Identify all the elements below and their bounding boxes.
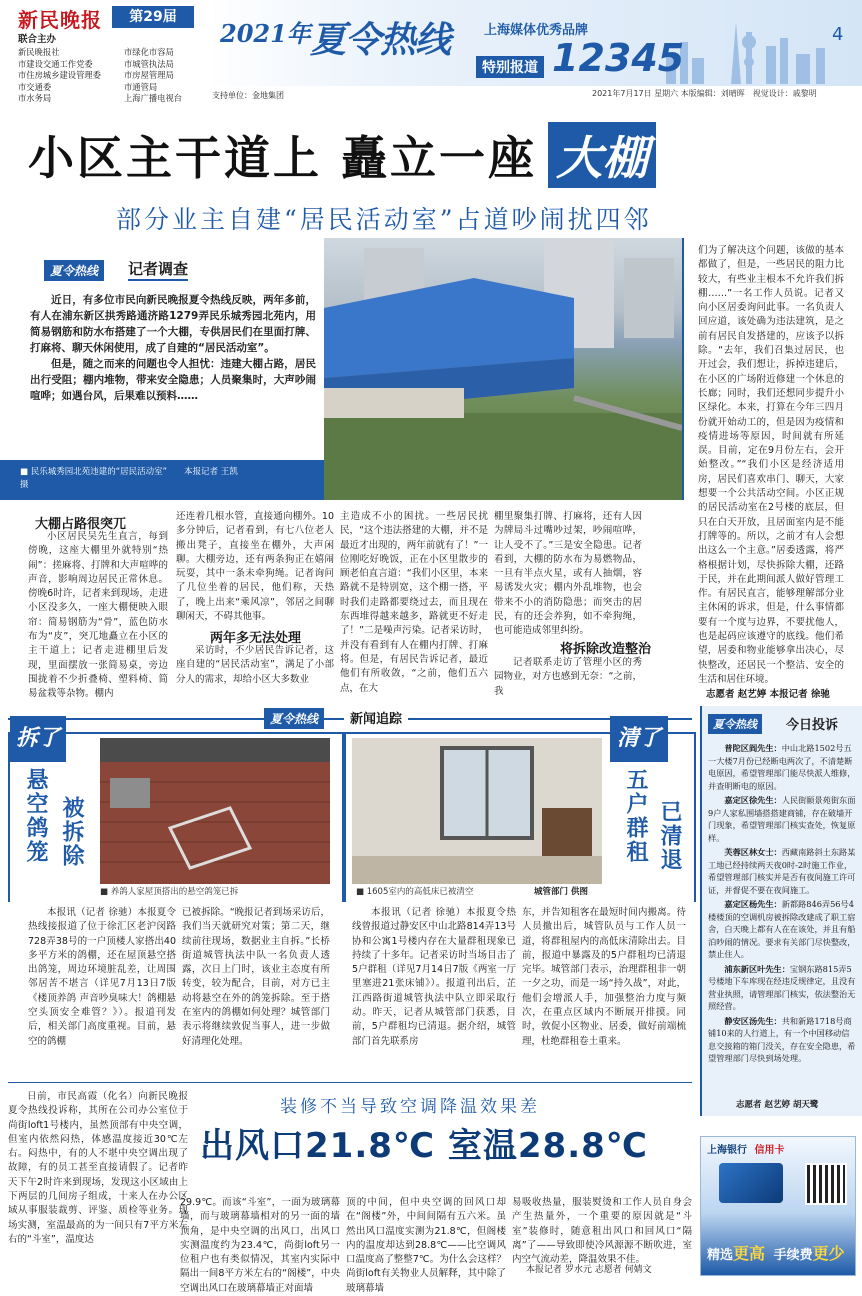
complaint-item [708,794,856,844]
article-col-2b [176,644,334,700]
followup-left-col-1 [28,906,176,1078]
section-label: 记者调查 [128,258,188,281]
article-col-1-text: 小区居民吴先生直言，每到傍晚，这座大棚里外就特别“热闹”：搓麻将、打牌和大声喧哗的声音，影响周边居民正常休息。傍晚6时许，记者来到现场，走进小区没多久，一座大棚便映入眼帘：简易钢筋为“骨”，蓝色防水布为“皮”，突兀地矗立在小区的主干道上；记者走进棚里后发现，里面摆放一张简易桌，旁边围拢着不少折叠椅、塑料椅、简易盆栽等杂物。棚内 [28,531,168,700]
pigeon-caption: ■ 养鸽人家屋顶搭出的悬空鸽笼已拆 [100,887,239,897]
complaint-text: 新都路846弄56号4楼楼顶的空调机房被拆除改建成了职工宿舍，白天晚上都有人在在该处，并且有船泊吵闹的情况。要求有关部门尽快整改，禁止住人。 [708,899,856,959]
article-col-4 [494,510,642,637]
article-byline: 志愿者 赵艺婷 本报记者 徐驰 [706,689,830,700]
followup-right-title-b: 已清退 [657,800,682,872]
slogan-d: 更少 [812,1244,845,1263]
ac-col-2-text: 29.9℃。而该“斗室”，一面为玻璃幕墙，而与玻璃幕墙相对的另一面的墙顶角，是中央空调的出风口，出风口实测温度约为23.4℃，尚街loft另一位租户也有类似情况，其室内实际中隔出一间8平方米左右的“阁楼”，中央空调出风口在玻璃幕墙正对面墙 [180,1197,340,1294]
credit-card-icon [719,1163,783,1203]
ac-col-4-text: 易吸收热量，服装熨烫和工作人员自身会产生热量外，一个重要的原因就是“斗室”装修时，随意租出风口和回风口“隔离”了——导致即使冷风源源不断吹进，室内空气流动差，降温效果不佳。 [512,1197,692,1266]
subhead-3: 将拆除改造整治 [560,642,652,657]
ac-divider [8,1082,692,1083]
sponsor: 市住房城乡建设管理委 [18,70,101,80]
page-headline [28,122,838,184]
complaints-panel [700,706,862,1116]
masthead [0,0,862,103]
followup-right-text-a: 本报讯（记者 徐驰）本报夏令热线曾报道过静安区中山北路814弄13号协和公寓1号楼内存在大量群租现象已持续了十多年。记者采访时当场目击了5户群租（详见7月14日7版《两室一厅里塞进21张床铺》）。报道刊出后，芷江西路街道城管执法中队立即采取行动。昨天，记者从城管部门获悉，目前，5户群租均已清退。据介绍，城管部门首先联系房 [352,907,516,1047]
qr-code-icon [805,1163,847,1205]
slogan-a: 精选 [707,1248,734,1263]
sponsor: 新民晚报社 [18,47,60,57]
article-col-2a-text: 还连着几根水管，直接通向棚外。10多分钟后，记者看到，有七八位老人搬出凳子，直接坐在棚外，大声闲聊。大棚旁边，还有两条狗正在嬉闹玩耍，其中一条未牵狗绳。记者询问了几位坐着的居民，他们称，天热了，晚上出来“乘风凉”，邻居之间聊聊闲天，不碍其他事。 [176,511,334,623]
sponsor: 上海广播电视台 [124,93,183,103]
lead: 近日，有多位市民向新民晚报夏令热线反映，两年多前，有人在浦东新区拱秀路通济路1279弄民乐城秀园北苑内，用简易钢筋和防水布搭建了一个大棚，专供居民们在里面打牌、打麻将、聊天休闲使用，成了自建的“居民活动室”。 [30,294,316,354]
complaint-item [708,742,856,792]
complaints-list [708,742,856,1094]
room-photo [352,738,602,884]
article-col-4b-text: 记者联系走访了管理小区的秀园物业，对方也感到无奈：“之前，我 [494,657,642,697]
special-report: 特别报道 [476,56,544,78]
article-col-3 [340,510,488,700]
roof-illustration [100,738,330,884]
ac-col-4 [512,1196,692,1266]
complaint-name: 普陀区阎先生： [724,743,782,753]
paper-name: 新民晚报 [18,8,102,32]
complaint-item [708,846,856,896]
sponsor-head: 联合主办 [18,34,57,45]
page-number: 4 [832,24,844,45]
hotline-tag: 夏令热线 [44,260,104,281]
paper-logo [18,4,108,30]
complaint-text: 中山北路1502号五一大楼7月份已经断电两次了，不清楚断电原因，希望管理部门能尽快派人维修，并查明断电的原因。 [708,743,856,791]
complaint-item [708,963,856,1013]
support-unit: 支持单位：金地集团 [212,91,284,100]
headline-main: 小区主干道上 矗立一座 [28,131,538,185]
brand-tag: 上海媒体优秀品牌 [484,23,589,38]
followup-left-text-b: 已被拆除。“晚报记者到场采访后，我们当天就研究对策；第二天，继续前往现场，数据业主自拆。”长桥街道城管执法中队一名负责人透露，次日上门时，该业主态度有所转变，较为配合，目前，对方已主动将悬空在外的鸽笼拆除。至于搭在室内的鸽棚如何处理？城管部门表示将继续敦促当事人，进一步做好清理化处理。 [182,907,330,1047]
ac-col-1 [8,1090,188,1278]
article-col-3-text: 主造成不小的困扰。一些居民扰民，“这个违法搭建的大棚，并不是最近才出现的，两年前就有了！”一位刚吃好晚饭，正在小区里散步的顾老伯直言道：“我们小区里，本来路就不是特别宽，这个棚一搭，平时我们走路都要绕过去，而且现在东西堆得越来越多，路就更不好走了！”二是噪声污染。记者采访时，并没有看到有人在棚内打牌、打麻将。但是，有居民告诉记者，最近他们有所收敛，“之前，他们五六点，在大 [340,511,488,694]
ad-slogan [707,1241,845,1264]
followup-right-title-a: 五户群租 [623,768,648,864]
article-col-2a [176,510,334,625]
sponsor: 市建设交通工作党委 [18,58,93,69]
followup-left-text-a: 本报讯（记者 徐驰）本报夏令热线接报道了位于徐汇区老沪闵路728弄38号的一户顶楼人家搭出40多平方米的鸽棚，还在屋顶悬空搭出鸽笼，周边环境脏乱差，让周围邻居苦不堪言（详见7月13日7版《楼顶养鸽 声音吵臭味大！鸽棚悬空头顶安全难管？》）。报道刊发后，相关部门高度重视。目前，悬空的鸽棚 [28,907,176,1047]
complaint-name: 嘉定区杨先生： [724,899,782,909]
article-col-1 [28,530,168,698]
sponsor-list-2 [124,47,204,105]
ac-title: 出风口21.8℃ 室温28.8℃ [200,1126,648,1166]
followup-right-col-2 [522,906,686,1078]
sponsor: 市交通委 [18,81,52,92]
ac-col-3-text: 顶的中间，但中央空调的回风口却在“阁楼”外，中间间隔有五六米。虽然出风口温度实测为21.8℃，但阁楼内的温度却达到28.8℃——比空调风口温度高了整整7℃。为什么会这样？尚街loft有关物业人员解释，其中除了玻璃幕墙 [346,1197,506,1294]
headline-highlight: 大棚 [548,122,656,188]
photo-caption-bar [0,460,324,500]
followup-left-title-b: 被拆除 [59,796,84,868]
complaint-text: 人民街颐景苑街东面9户人家私围墙搭搭建商铺，存在破墙开门现象，希望管理部门核实查处，恢复原样。 [708,795,856,843]
subhead-2: 两年多无法处理 [210,631,302,646]
article-col-5-text: 们为了解决这个问题，该做的基本都做了，但是，一些居民的阻力比较大，有些业主根本不允许我们拆棚……”一名工作人员说。记者又向小区居委询问此事。一名负责人回应道，该处确为违法建筑，是之前有居民自发搭建的，应该予以拆除。“去年，我们召集过居民，也开过会，我们想让，拆掉违建后，在小区的广场附近修建一个休息的长廊；同时，我们还想同步提升小区绿化。本来，打算在今年三四月份就开始动工的，但是因为疫情和疫情进场等原因，时间就有所延误。目前，定在9月份左右，会开始整改。”“我们小区是经济适用房，居民们喜欢串门、聊天，大家想要一个公共活动空间。小区正规的居民活动室在2号楼的底层，但只在白天开放，且居面室内是不能打牌等的。所以，之前才有人会想出这么一个主意。”居委透露，将严格根据计划，尽快拆除大棚，还路于民，并在此期间派人做好管理工作。有居民直言，能够理解部分业主休闲的诉求，但是，什么事情都要有一个度与边界，不要扰他人，也是起码应该遵守的底线。他们希望，居委和物业能够拿出决心，尽快整改，还居民一个整洁、安全的生活和居住环境。 [698,245,844,685]
photo-caption: ■ 民乐城秀园北苑违建的“居民活动室” 本报记者 王凯 摄 [20,467,238,490]
room-illustration [352,738,602,884]
followup-header-bar [8,706,692,732]
slogan-b: 更高 [733,1244,766,1263]
headline-sub: 部分业主自建“居民活动室”占道吵闹扰四邻 [116,205,652,234]
followup-right-col-1 [352,906,516,1078]
badge-cleared: 清了 [610,716,668,762]
article-col-2b-text: 采访时，不少居民告诉记者，这座自建的“居民活动室”，满足了小部分人的需求，却给小区大多数业 [176,645,334,685]
complaint-name: 静安区汤先生： [724,1015,782,1026]
ac-col-3 [346,1196,506,1294]
complaint-text: 共和新路1718号商铺10来的人行道上，有一个中国移动信息交接箱的箱门没关，存在安全隐患，希望管理部门尽快到场处理。 [708,1015,856,1063]
bank-name: 上海银行 [707,1145,747,1156]
complaints-byline: 志愿者 赵艺婷 胡天鹭 [736,1100,819,1110]
edition-badge: 第29届 [112,6,194,28]
followup-left-col-2 [182,906,330,1078]
complaint-text: 西藏南路斜土东路某工地已经持续两天夜0时-2时施工作业，希望管理部门核实并是否有夜间施工许可证，并督促不要在夜间施工。 [708,847,856,895]
bank-logo [707,1141,784,1156]
bank-ad[interactable] [700,1136,856,1276]
followup-left-title-a: 悬空鸽笼 [23,768,48,864]
ac-col-2 [180,1196,340,1294]
complaint-text: 宝钢东路815弄5号楼地下车库现在经违反规律定，且没有营业执照，请管理部门核实，依法整治无照经营。 [708,963,856,1011]
ac-byline: 本报记者 罗水元 志愿者 何婧文 [526,1265,652,1275]
subhead-1: 大棚占路很突兀 [35,517,127,532]
brand-title: 夏令热线 [310,20,451,61]
room-credit: 城管部门 供图 [534,887,588,897]
room-caption: ■ 1605室内的高低床已被清空 [356,887,474,897]
complaints-tag: 夏令热线 [708,714,762,734]
tent-photo [324,238,682,500]
sponsor: 市房屋管理局 [124,70,174,80]
followup-right-text-b: 东，并告知租客在最短时间内搬离。待人员撤出后，城管队员与工作人员一道，将群租屋内的高低床清除出去。目前，报道中暴露及的5户群租均已清退完毕。城管部门表示，治理群租非一朝一夕之功，而是一场“持久战”，对此，他们会增派人手，加强整治力度与频次，在重点区域内不断展开排摸。同时，敦促小区物业、居委，做好前端梳理，杜绝群租卷土重来。 [522,907,686,1047]
pigeon-cage-photo [100,738,330,884]
complaints-label: 今日投诉 [786,718,839,733]
slogan-c: 手续费 [773,1248,813,1263]
lead-paragraph [30,292,316,478]
ac-subtitle: 装修不当导致空调降温效果差 [280,1097,540,1117]
card-type: 信用卡 [754,1145,785,1156]
complaint-item [708,1015,856,1065]
photo-frame-right [682,238,684,500]
article-col-4b [494,656,642,700]
badge-demolished: 拆了 [10,716,66,762]
brand-banner [206,0,862,86]
complaint-name: 芙蓉区林女士： [724,847,782,857]
article-col-5 [698,244,844,684]
brand-year: 2021年 [220,19,311,48]
tent-illustration [324,238,682,500]
sponsor-list-1 [18,47,123,105]
sponsor: 市水务局 [18,93,52,103]
complaint-name: 浦东新区叶先生： [724,963,790,974]
sponsor: 市城管执法局 [124,58,174,69]
followup-label: 新闻追踪 [344,708,408,727]
sponsor: 市通管局 [124,81,158,92]
article-col-4-text: 棚里聚集打牌、打麻将，还有人因为牌局斗过嘴吵过架，吵闹喧哗，让人受不了。”三是安全隐患。记者看到，大棚的防水布为易燃物品，一旦有半点火星，或有人抽烟，容易诱发火灾；棚内外乱堆物，也会带来不小的消防隐患；而突击的居民，有的还会养狗，如不牵狗绳，也可能造成邻里纠纷。 [494,511,642,637]
complaint-item [708,898,856,961]
followup-tag: 夏令热线 [264,708,324,729]
ac-col-1-text: 日前，市民高霞（化名）向新民晚报夏令热线投诉称，其所在公司办公室位于尚街loft1号楼内，虽然顶部有中央空调，但室内依然闷热，体感温度接近30℃左右。闷热中，有的人不堪中央空调出现了故障，有的员工甚至直接请假了。记者昨天下午2时许来到现场，发现这小区域由上下两层的几间房子组成，十来人在办公区域从事服装裁剪、评鉴、质检等业务。现场实测，室温最高的为一间只有7平方米左右的“斗室”，温度达 [8,1091,188,1245]
lead-2: 但是，随之而来的问题也令人担忧：违建大棚占路，居民出行受阻；棚内堆物，带来安全隐患；人员聚集时，大声吵闹喧哗；如遇台风，后果难以预料…… [30,358,316,402]
date-line: 2021年7月17日 星期六 本版编辑：刘晴晖 视觉设计：戚黎明 [592,89,817,98]
hotline-number: 12345 [552,36,685,80]
complaint-name: 嘉定区徐先生： [724,795,782,805]
sponsor: 市绿化市容局 [124,47,174,57]
